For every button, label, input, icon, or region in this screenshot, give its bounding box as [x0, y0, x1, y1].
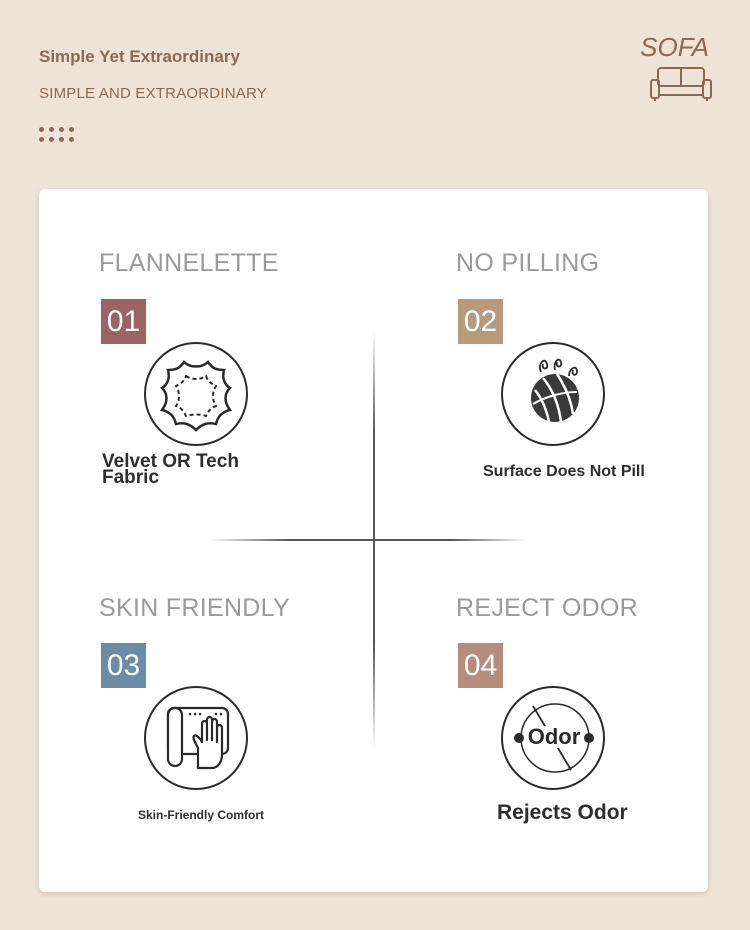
feature-number-badge: 01	[101, 299, 146, 344]
feature-number-badge: 04	[458, 643, 503, 688]
feature-title-no-pilling: NO PILLING	[456, 249, 600, 277]
page-subtitle: SIMPLE AND EXTRAORDINARY	[39, 85, 267, 102]
feature-icon-circle	[144, 342, 248, 446]
feature-title-skin-friendly: SKIN FRIENDLY	[99, 594, 290, 622]
page-title: Simple Yet Extraordinary	[39, 47, 240, 66]
hand-touch-icon	[146, 688, 246, 788]
yarn-ball-icon	[503, 344, 603, 444]
leather-hide-icon	[146, 344, 246, 444]
feature-caption: Skin-Friendly Comfort	[138, 808, 265, 822]
sofa-icon	[650, 66, 712, 102]
feature-icon-circle	[501, 686, 605, 790]
features-card	[39, 189, 708, 892]
odor-icon-label: Odor	[527, 724, 581, 749]
decorative-dots	[39, 127, 83, 147]
feature-title-flannelette: FLANNELETTE	[99, 249, 279, 277]
feature-number-badge: 02	[458, 299, 503, 344]
horizontal-divider	[209, 539, 529, 541]
brand-label: SOFA	[640, 32, 709, 62]
feature-caption: Velvet OR Tech Fabric	[102, 451, 239, 488]
feature-icon-circle	[144, 686, 248, 790]
feature-caption: Rejects Odor	[497, 801, 628, 824]
feature-icon-circle	[501, 342, 605, 446]
feature-title-reject-odor: REJECT ODOR	[456, 594, 639, 622]
feature-number-badge: 03	[101, 643, 146, 688]
no-odor-icon	[503, 688, 603, 788]
feature-caption: Surface Does Not Pill	[483, 463, 645, 480]
